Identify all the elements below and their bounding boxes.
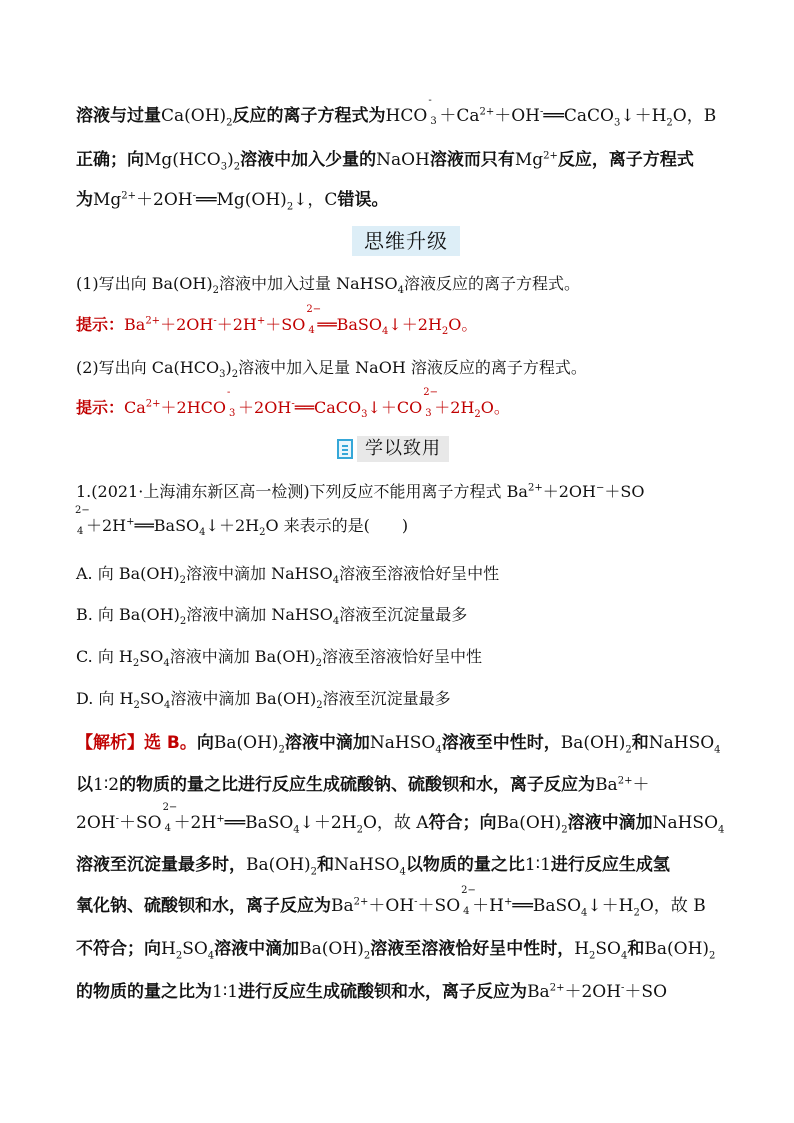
analysis-line-7: 的物质的量之比为1∶1进行反应生成硫酸钡和水，离子反应为$Ba^{2+}+2OH^-+SO$ [76, 982, 668, 1002]
apply-section-header [337, 436, 449, 462]
hint-1: 提示：$Ba^{2+}+2OH^-+2H^++SO$ 2− 4 $══BaSO_4↓+2H_2O$。 [76, 304, 478, 338]
notebook-icon [337, 439, 353, 459]
explanation-line-3: 为$Mg^{2+}+2OH^-══Mg(OH)_2↓$，C错误。 [76, 190, 389, 213]
problem-line-2: 2− 4 $+2H^+══BaSO_4↓+2H_2O$ 来表示的是( ) [75, 505, 409, 539]
question-1: (1)写出向 $Ba(OH)_2$溶液中加入过量 NaHSO$_4$溶液反应的离子方程式。 [76, 274, 581, 297]
analysis-line-2: 以1∶2的物质的量之比进行反应生成硫酸钠、硫酸钡和水，离子反应为$Ba^{2+}+$ [76, 775, 650, 795]
analysis-line-4: 溶液至沉淀量最多时，$Ba(OH)_2$和NaHSO$_4$以物质的量之比1∶1进行反应生成氢 [76, 855, 670, 878]
option-c: C. 向 $H_2SO_4$溶液中滴加 $Ba(OH)_2$溶液至溶液恰好呈中性 [76, 647, 483, 670]
apply-section-label: 学以致用 [357, 436, 449, 462]
analysis-line-6: 不符合；向$H_2SO_4$溶液中滴加$Ba(OH)_2$溶液至溶液恰好呈中性时，$H_2SO_4$和$Ba(OH)_2$ [76, 939, 716, 962]
option-a: A. 向 $Ba(OH)_2$溶液中滴加 NaHSO$_4$溶液至溶液恰好呈中性 [76, 564, 500, 587]
explanation-line-1: 溶液与过量$Ca(OH)_2$反应的离子方程式为HCO - 3 $+Ca^{2+}+OH^-══CaCO_3↓+H_2O$，B [76, 95, 717, 129]
option-b: B. 向 $Ba(OH)_2$溶液中滴加 NaHSO$_4$溶液至沉淀量最多 [76, 605, 468, 628]
analysis-line-3: 2OH-＋SO 2− 4 $+2H^+══BaSO_4↓+2H_2O$，故 A符合；向$Ba(OH)_2$溶液中滴加NaHSO$_4$ [76, 802, 725, 836]
explanation-line-2: 正确；向$Mg(HCO_3)_2$溶液中加入少量的NaOH溶液而只有$Mg^{2+}$反应，离子方程式 [76, 150, 694, 173]
question-2: (2)写出向 $Ca(HCO_3)_2$溶液中加入足量 NaOH 溶液反应的离子方程式。 [76, 358, 587, 381]
option-d: D. 向 $H_2SO_4$溶液中滴加 $Ba(OH)_2$溶液至沉淀量最多 [76, 689, 451, 712]
problem-line-1: 1.(2021·上海浦东新区高一检测)下列反应不能用离子方程式 $Ba^{2+}+2OH^-+SO$ [76, 482, 645, 501]
analysis-line-1: 【解析】选 B。向$Ba(OH)_2$溶液中滴加NaHSO$_4$溶液至中性时，$Ba(OH)_2$和NaHSO$_4$ [76, 733, 721, 756]
section-heading-thinking-upgrade: 思维升级 [352, 226, 460, 256]
hint-2: 提示：$Ca^{2+}+2HCO$ - 3 ＋2OH-══CaCO$_3$↓＋CO 2− 3 $+2H_2O$。 [76, 387, 510, 421]
analysis-line-5: 氧化钠、硫酸钡和水，离子反应为$Ba^{2+}+OH^-+SO$ 2− 4 $+H^+══BaSO_4↓+H_2O$，故 B [76, 885, 706, 919]
